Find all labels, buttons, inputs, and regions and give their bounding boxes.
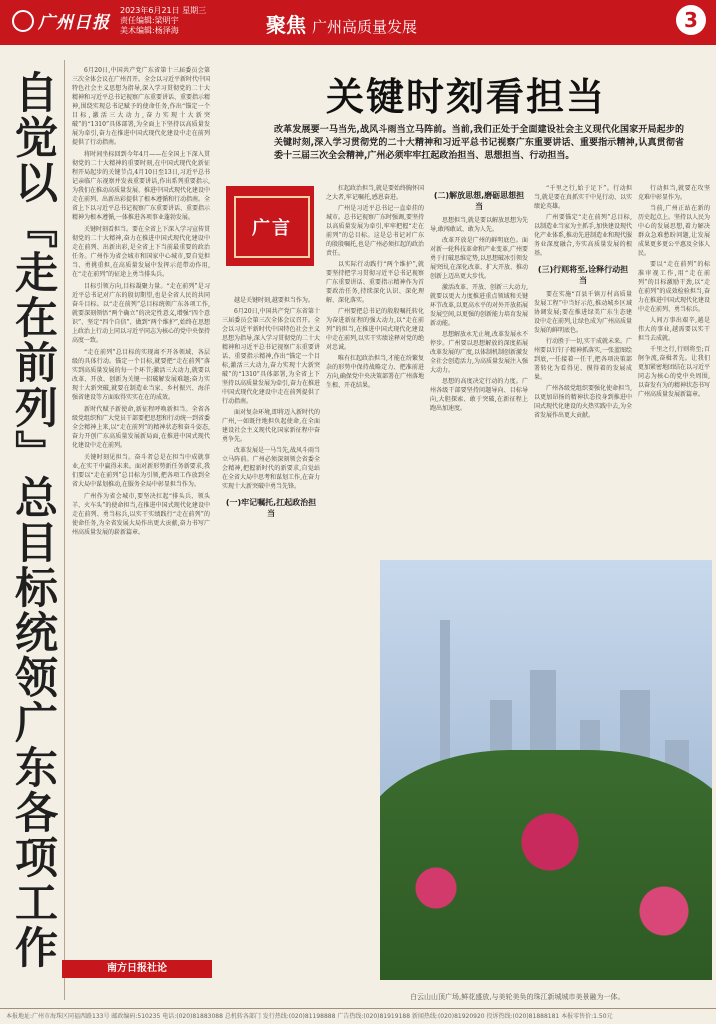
subheading-3: (三)行则将至,诠释行动担当 [537,265,629,285]
editor-line: 责任编辑:梁明宇 [120,16,179,25]
column-divider [64,60,65,1000]
section-sub-label: 广州高质量发展 [312,18,418,36]
paragraph: 扛起政治担当,就是要始终胸怀国之大者,牢记嘱托,感恩奋进。 [326,185,424,201]
editorial-byline: 南方日报社论 [62,960,212,978]
paragraph: 关键时刻看担当。要在全省上下深入学习宣传贯彻党的二十大精神,奋力在推进中国式现代化建设中走在前列、出新出彩,是全省上下当前最重要的政治任务。广州作为省会城市和国家中心城市,要自觉担当、勇挑重担,在高质量发展中发挥示范带动作用,在“走在前列”的征途上勇当排头兵。 [72,226,211,278]
article-headline: 关键时刻看担当 [325,74,606,119]
paragraph: “走在前列”总目标的实现离不开各领域、各层级的具体行动。锚定一个目标,就要把“走在前列”落实到高质量发展的每一个环节;激活三大动力,就要以改革、开放、创新为关键一招破解发展难题;奋力实现十大新突破,就要在制造业当家、乡村振兴、海洋强省建设等方面取得实实在在的成效。 [72,349,210,401]
subheading-1: (一)牢记嘱托,扛起政治担当 [225,498,317,518]
logo-icon [12,10,34,32]
newspaper-logo[interactable] [12,8,110,33]
paragraph: 广州要把总书记的殷殷嘱托转化为奋进新征程的强大动力,以“走在前列”的担当,在推进中国式现代化建设中走在前列,以实干实绩诠释对党的绝对忠诚。 [326,308,424,351]
paragraph: 人间万事出艰辛,越是伟大的事业,越需要以实干担当去成就。 [638,317,710,342]
art-editor-line: 美术编辑:杨泽海 [120,26,179,35]
paragraph: 目标引领方向,目标凝聚力量。“走在前列”是习近平总书记对广东的殷切期望,也是全省人民的共同奋斗目标。以“走在前列”总目标统领广东各项工作,就要深刻领悟“两个确立”的决定性意义,增强“四个意识”、坚定“四个自信”、做到“两个维护”,始终在思想上政治上行动上同以习近平同志为核心的党中央保持高度一致。 [72,283,211,344]
paragraph: 千里之行,行则将至;百舸争流,奋楫者先。让我们更加紧密地团结在以习近平同志为核心的党中央周围,以奋发有为的精神状态书写广州高质量发展新篇章。 [638,346,710,398]
paragraph: 唯有扛起政治担当,才能在纷繁复杂的形势中保持战略定力、把准前进方向,确保党中央决策部署在广州落地生根、开花结果。 [326,355,424,389]
paragraph: 以实际行动践行“两个维护”,就要坚持把学习贯彻习近平总书记视察广东重要讲话、重要指示精神作为首要政治任务,持续深化认识、深化理解、深化落实。 [326,261,424,304]
paragraph: 越是关键时刻,越要担当作为。 [234,297,314,304]
paragraph: 关键时刻见担当。奋斗者总是在担当中成就事业,在实干中赢得未来。面对新形势新任务新要求,我们要以“走在前列”总目标为引领,把各项工作放到全省大局中谋划推动,在服务全局中彰显担当作为。 [72,454,210,488]
logo-text: 广州日报 [38,13,110,33]
paragraph: 行动担当,就要在攻坚克难中彰显作为。 [638,185,710,201]
paragraph: 将时间坐标回到今年4月——在全国上下深入贯彻党的二十大精神的重要时刻,在中国式现代化新征程开局起步的关键节点,4月10日至13日,习近平总书记亲临广东视察并发表重要讲话,作出系列重要指示,为我们在推动高质量发展、推进中国式现代化建设中走在前列、出新出彩提供了根本遵循和行动指南。全省上下以习近平总书记视察广东重要讲话、重要指示精神为根本遵循,一体推进各项事业蓬勃发展。 [72,151,211,221]
paragraph: 思想解放永无止境,改革发展永不停步。广州要以思想解放的深度拓展改革发展的广度,以体制机制创新激发全社会创造活力,为高质量发展注入强大动力。 [430,331,528,374]
paragraph: 行动胜于一切,实干成就未来。广州要以钉钉子精神抓落实,一张蓝图绘到底,一任接着一任干,把各项决策部署转化为看得见、摸得着的发展成果。 [534,338,632,381]
photo-caption: 白云山山顶广场,鲜花盛放,与美轮美奂的珠江新城城市美景融为一体。 [410,993,625,1001]
issue-date: 2023年6月21日 星期三 [120,6,207,15]
paragraph: 激活改革、开放、创新三大动力,就要以更大力度推进重点领域和关键环节改革,以更高水平的对外开放拓展发展空间,以更强的创新能力培育发展新动能。 [430,284,528,327]
paragraph: 思想担当,就是要以解放思想为先导,敢闯敢试、敢为人先。 [430,217,528,233]
editorial-title: 自觉以『走在前列』总目标统领广东各项工作 [8,70,58,970]
article-lead: 改革发展要一马当先,战风斗雨当立马阵前。当前,我们正处于全面建设社会主义现代化国家开局起步的关键时刻,深入学习贯彻党的二十大精神和习近平总书记视察广东重要讲话、重要指示精神,认真贯彻省委十三届三次全会精神,广州必须牢牢扛起政治担当、思想担当、行动担当。 [274,125,684,161]
column-logo-label: 广言 [252,218,292,239]
paragraph: 6月20日,中国共产党广东省第十三届委员会第三次全体会议在广州召开。全会以习近平新时代中国特色社会主义思想为指导,深入学习贯彻党的二十大精神和习近平总书记视察广东重要讲话、重要指示精神,围绕实现总书记赋予的使命任务,作出“锚定一个目标,激活三大动力,奋力实现十大新突破”的“1310”具体部署,为全面上下坚持以高质量发展为牵引,奋力在推进中国式现代化建设中走在前列提供了行动指南。 [72,67,211,146]
footer-info: 本报地址:广州市海珠区同福西路133号 邮政编码:510235 电话:(020)81883088 总机转各部门 发行热线:(020)81198888 广告热线:(020)81919188 新闻热线:(020)81920920 投诉热线:(020)81888181 本报零售价:1.50元 [0,1008,716,1024]
issue-meta [120,6,206,36]
header-rule [0,42,716,45]
subheading-2: (二)解放思想,磨砺思想担当 [433,191,525,211]
paragraph: 思想的高度决定行动的力度。广州各级干部要坚持问题导向、目标导向,大胆探索、敢于突破,在新征程上跑出加速度。 [430,378,528,412]
editorial-column [0,48,212,978]
section-title [266,9,417,38]
paragraph: 广州要锚定“走在前列”总目标,以制造业当家为主抓手,加快建设现代化产业体系,推动先进制造业和现代服务业深度融合,夯实高质量发展的根基。 [534,214,632,257]
paragraph: 广州作为省会城市,要坚决扛起“排头兵、领头羊、火车头”的使命担当,在推进中国式现代化建设中走在前列、勇当标兵,以实干实绩践行“走在前列”的使命任务,为全省发展大局作出更大贡献,奋力书写广州高质量发展的崭新篇章。 [72,493,210,536]
column-logo-frame [234,196,310,258]
paragraph: 改革发展是一马当先,战风斗雨当立马阵前。广州必须深刻领会省委全会精神,把握新时代的新要求,自觉站在全省大局中思考和谋划工作,在奋力实现十大新突破中勇当先锋。 [222,447,320,490]
city-flowers-photo [380,560,712,980]
section-label: 聚焦 [266,13,306,37]
paragraph: 改革开放是广州的鲜明底色。面对新一轮科技革命和产业变革,广州要勇于打破思维定势,以思想破冰引领发展突围,在深化改革、扩大开放、推动创新上迈出更大步伐。 [430,237,528,280]
flower-foreground [380,750,712,980]
paragraph: “千里之行,始于足下”。行动担当,就是要在真抓实干中见行动、以实绩论英雄。 [534,185,632,210]
article-column-1 [222,296,320,866]
paragraph: 当前,广州正站在新的历史起点上。坚持以人民为中心的发展思想,着力解决群众急难愁盼问题,让发展成果更多更公平惠及全体人民。 [638,205,710,257]
page-number: 3 [676,5,706,35]
editorial-body [72,66,210,540]
column-logo-box [226,186,314,266]
masthead [0,0,716,42]
paragraph: 广州是习近平总书记一直牵挂的城市。总书记视察广东时强调,要坚持以高质量发展为牵引,牢牢把握“走在前列”的总目标。这是总书记对广东的殷殷嘱托,也是广州必须扛起的政治责任。 [326,205,424,257]
paragraph: 面对复杂环境,即将迈入新时代的广州,一如既往地担负起使命,在全面建设社会主义现代化国家新征程中奋勇争先。 [222,409,320,443]
paragraph: 6月20日,中国共产党广东省第十三届委员会第三次全体会议召开。全会以习近平新时代中国特色社会主义思想为指导,深入学习贯彻党的二十大精神和习近平总书记视察广东重要讲话、重要指示精神,作出“锚定一个目标,激活三大动力,奋力实现十大新突破”的“1310”具体部署,为全省上下坚持以高质量发展为牵引,奋力在推进中国式现代化建设中走在前列提供了行动指南。 [222,308,320,405]
paragraph: 要以“走在前列”的标准审视工作,用“走在前列”的目标激励干劲,以“走在前列”的成效检验担当,奋力在推进中国式现代化建设中走在前列、勇当标兵。 [638,261,710,313]
paragraph: 新时代赋予新使命,新征程呼唤新担当。全省各级党组织和广大党员干部要把思想和行动统一到省委全会精神上来,以“走在前列”的精神状态和奋斗姿态,奋力开创广东高质量发展新局面,在推进中国式现代化建设中走在前列。 [72,406,211,449]
paragraph: 要在实施“百县千镇万村高质量发展工程”中当好示范,推动城乡区域协调发展;要在推进绿美广东生态建设中走在前列,让绿色成为广州高质量发展的鲜明底色。 [534,291,632,334]
paragraph: 广州各级党组织要强化使命担当,以更加昂扬的精神状态投身到推进中国式现代化建设的火热实践中去,为全省发展作出更大贡献。 [534,385,632,419]
